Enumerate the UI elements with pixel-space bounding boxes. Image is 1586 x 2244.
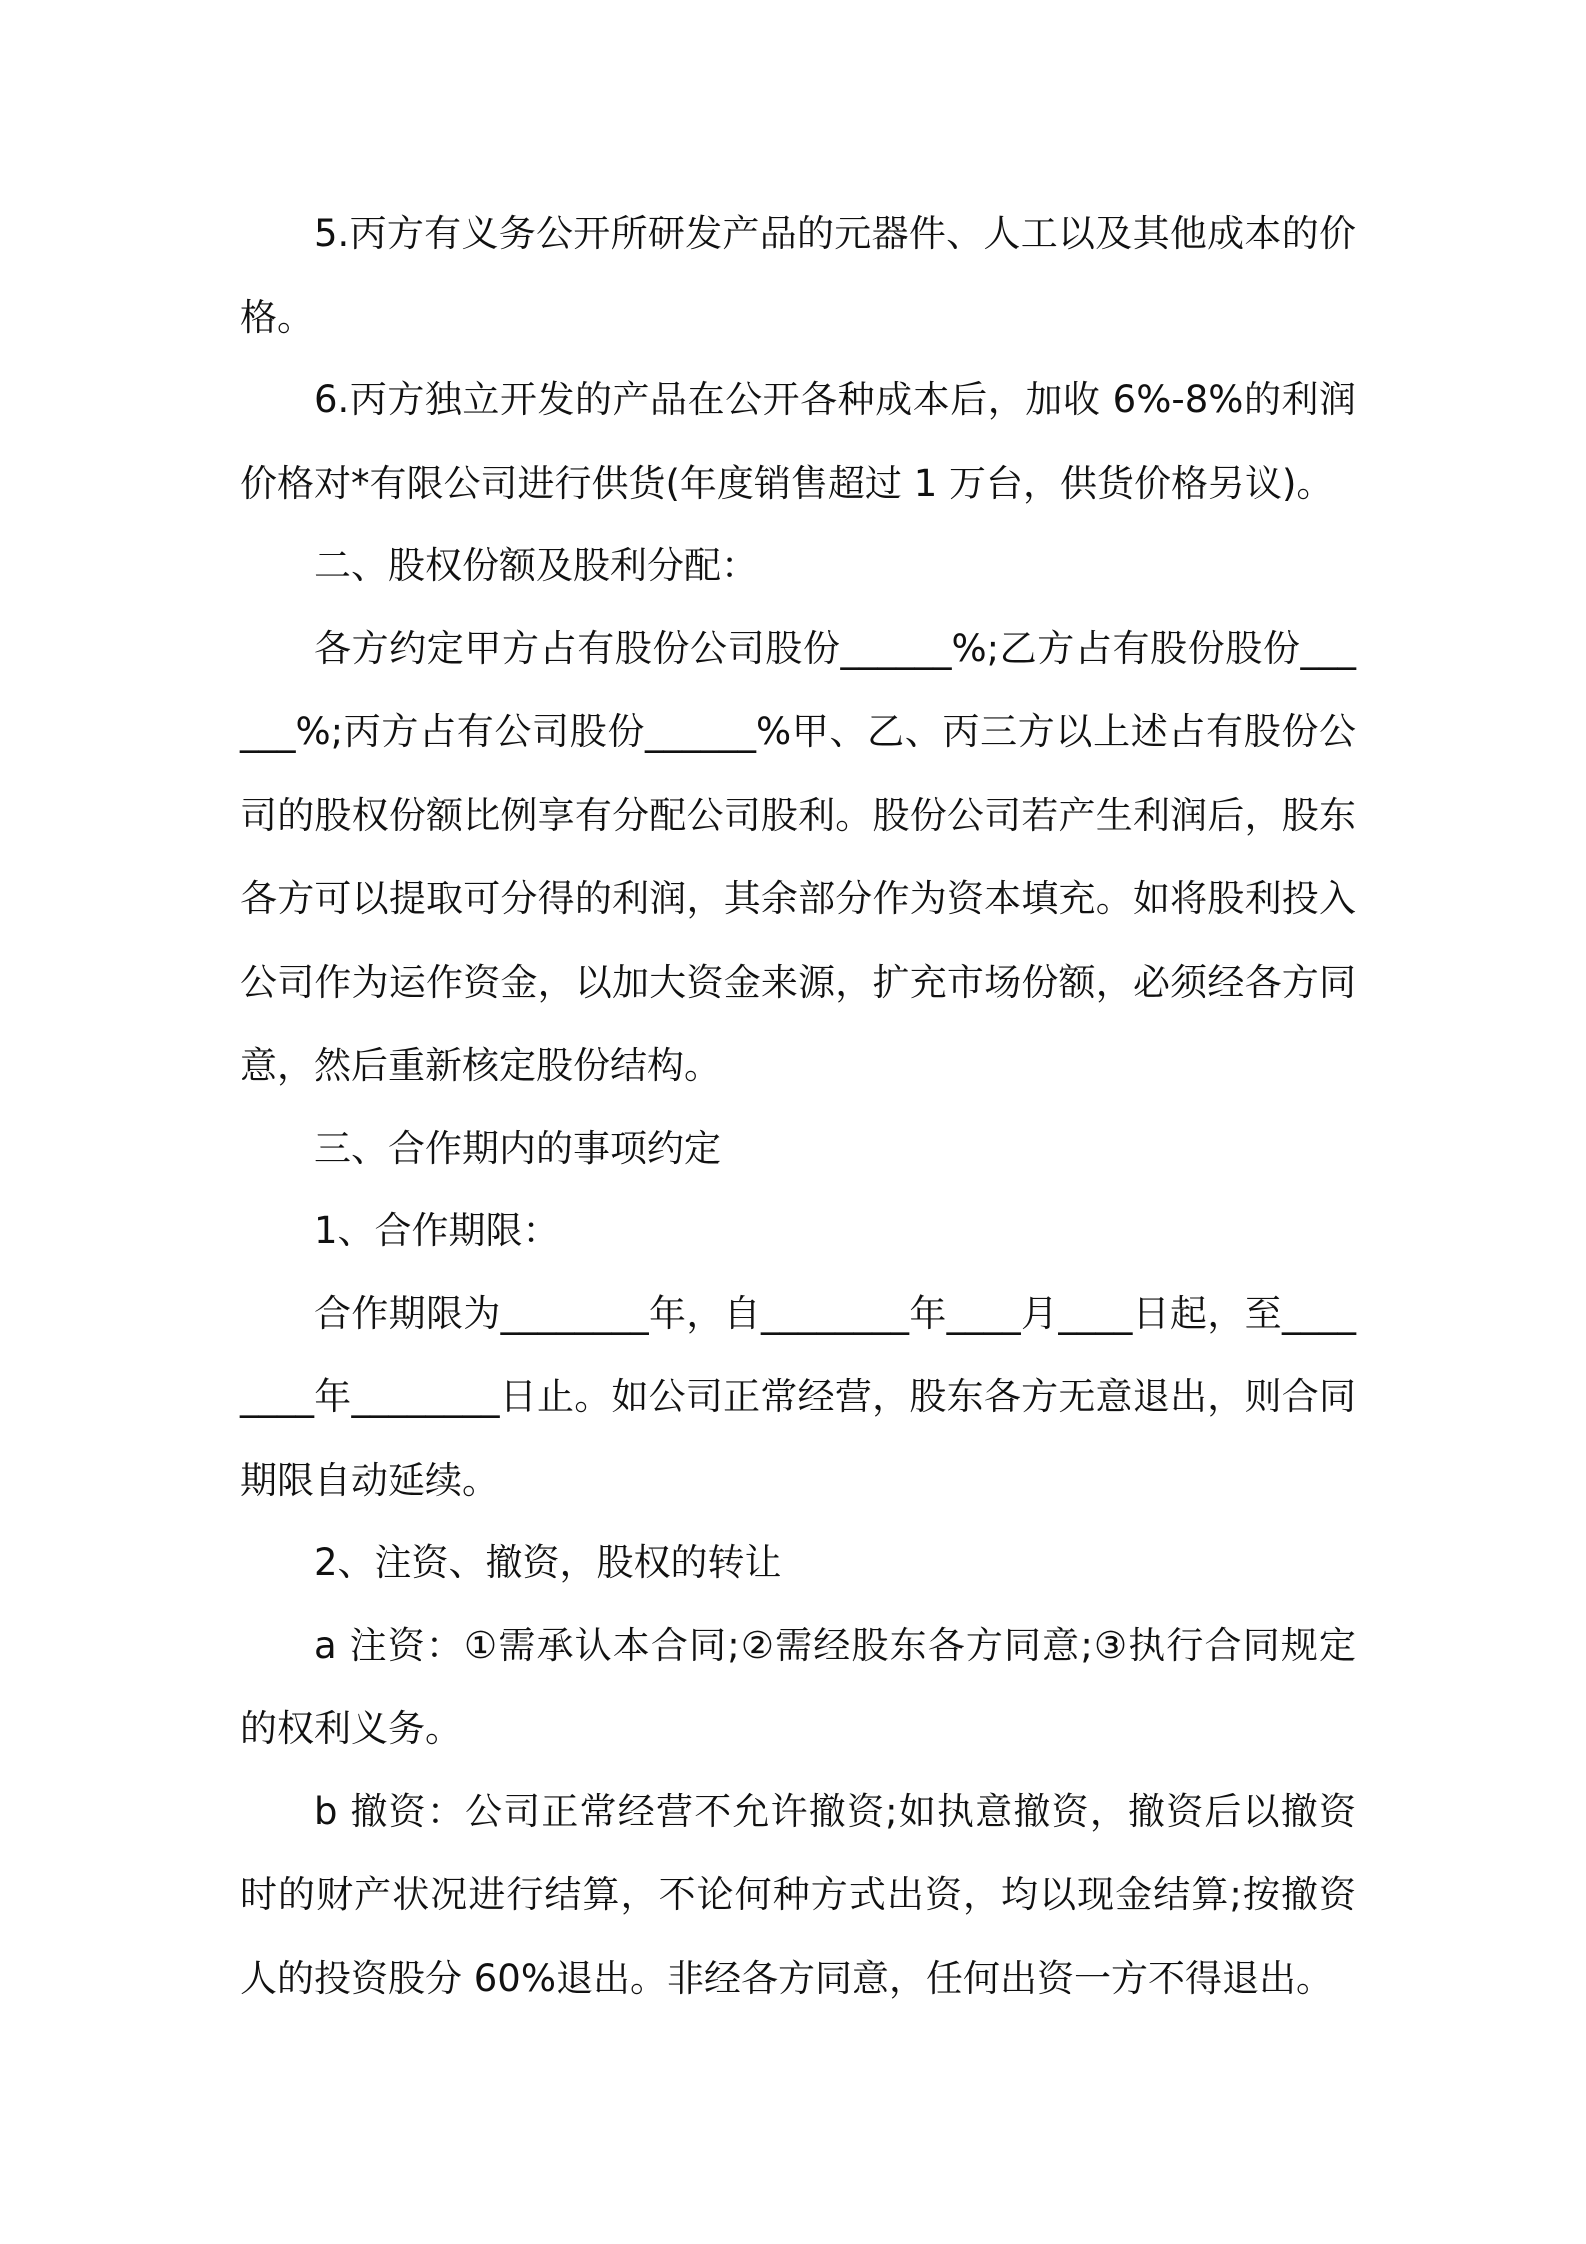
clause-6-supply-pricing: 6.丙方独立开发的产品在公开各种成本后，加收 6%-8%的利润价格对*有限公司进行供货(年度销售超过 1 万台，供货价格另议)。: [240, 378, 1356, 505]
subheading-capital-transfer: 2、注资、撤资，股权的转让: [314, 1541, 782, 1584]
subheading-cooperation-period: 1、合作期限：: [314, 1209, 560, 1252]
clause-5-cost-disclosure: 5.丙方有义务公开所研发产品的元器件、人工以及其他成本的价格。: [240, 212, 1356, 339]
cooperation-period-paragraph: 合作期限为________年，自________年____月____日起，至________年________日止。如公司正常经营，股东各方无意退出，则合同期限自动延续。: [240, 1291, 1356, 1502]
equity-share-paragraph: 各方约定甲方占有股份公司股份______%;乙方占有股份股份______%;丙方占有公司股份______%甲、乙、丙三方以上述占有股份公司的股权份额比例享有分配公司股利。股份公司若产生利润后，股东各方可以提取可分得的利润，其余部分作为资本填充。如将股利投入公司作为运作资金，以加大资金来源，扩充市场份额，必须经各方同意，然后重新核定股份结构。: [240, 626, 1356, 1087]
section-heading-equity: 二、股权份额及股利分配：: [314, 544, 758, 587]
capital-withdrawal-paragraph: b 撤资：公司正常经营不允许撤资;如执意撤资，撤资后以撤资时的财产状况进行结算，不论何种方式出资，均以现金结算;按撤资人的投资股分 60%退出。非经各方同意，任何出资一方不得退出。: [240, 1789, 1356, 2000]
capital-injection-paragraph: a 注资：①需承认本合同;②需经股东各方同意;③执行合同规定的权利义务。: [240, 1623, 1356, 1750]
section-heading-cooperation-terms: 三、合作期内的事项约定: [314, 1126, 721, 1170]
